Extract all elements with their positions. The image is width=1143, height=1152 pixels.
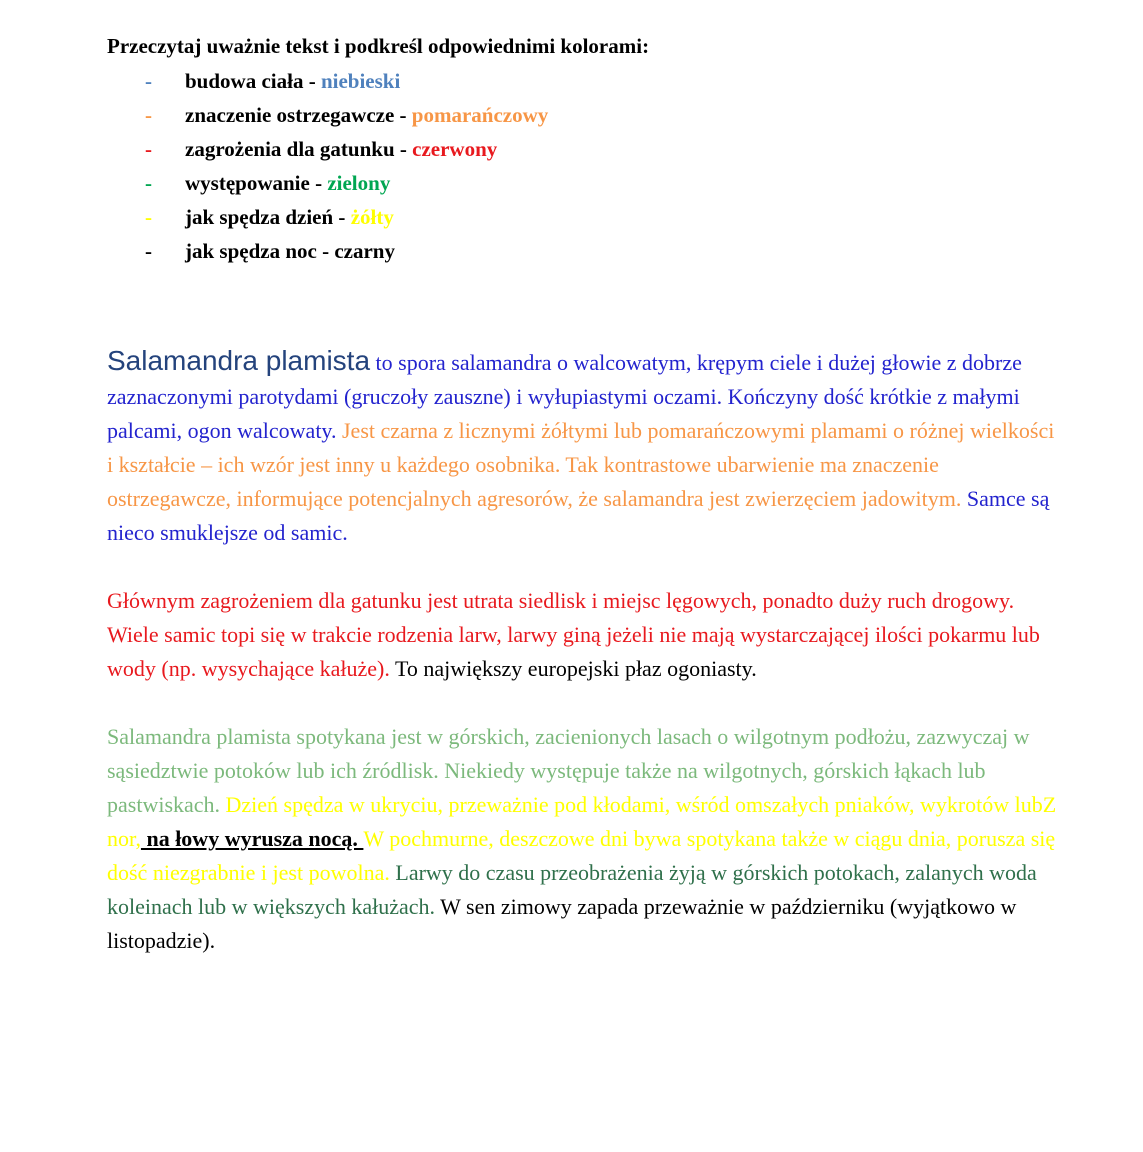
- legend-topic-label: budowa ciała -: [185, 69, 321, 93]
- legend-item: [107, 64, 1063, 98]
- legend-color-word: czarny: [334, 239, 395, 263]
- legend-item: [107, 166, 1063, 200]
- legend-dash: -: [145, 171, 152, 195]
- text-segment: W pochmurne, deszczowe dni bywa spotykana także w ciągu dnia, porusza się dość niezgrabnie i jest powolna.: [107, 826, 1056, 885]
- legend-dash: -: [145, 69, 152, 93]
- legend-item: [107, 200, 1063, 234]
- paragraph-threats: [107, 584, 1063, 686]
- text-segment: Samce są nieco smuklejsze od samic.: [107, 486, 1050, 545]
- text-segment: Larwy do czasu przeobrażenia żyją w górskich potokach, zalanych woda koleinach lub w większych kałużach.: [107, 860, 1037, 919]
- text-segment: To największy europejski płaz ogoniasty.: [394, 656, 757, 681]
- legend-item: [107, 98, 1063, 132]
- legend-item: [107, 234, 1063, 268]
- legend-color-word: żółty: [350, 205, 394, 229]
- color-legend: [107, 64, 1063, 268]
- text-segment: Głównym zagrożeniem dla gatunku jest utrata siedlisk i miejsc lęgowych, ponadto duży ruch drogowy. Wiele samic topi się w trakcie rodzenia larw, larwy giną jeżeli nie mają wystarczającej ilości pokarmu lub wody (np. wysychające kałuże).: [107, 588, 1040, 681]
- legend-topic-label: występowanie -: [185, 171, 328, 195]
- text-segment: Dzień spędza w ukryciu, przeważnie pod kłodami, wśród omszałych pniaków, wykrotów lubZ nor,: [107, 792, 1057, 851]
- legend-color-word: pomarańczowy: [411, 103, 549, 127]
- legend-color-word: niebieski: [320, 69, 401, 93]
- legend-topic-label: zagrożenia dla gatunku -: [185, 137, 413, 161]
- article: [107, 344, 1063, 958]
- legend-dash: -: [145, 137, 152, 161]
- legend-color-word: zielony: [327, 171, 391, 195]
- paragraph-habitat: [107, 720, 1063, 958]
- text-segment: W sen zimowy zapada przeważnie w październiku (wyjątkowo w listopadzie).: [107, 894, 1017, 953]
- article-title: Salamandra plamista: [107, 345, 371, 376]
- text-segment: to spora salamandra o walcowatym, krępym ciele i dużej głowie z dobrze zaznaczonymi parotydami (gruczoły zauszne) i wyłupiastymi oczami. Kończyny dość krótkie z małymi palcami, ogon walcowaty.: [107, 350, 1022, 443]
- legend-dash: -: [145, 103, 152, 127]
- text-segment: Salamandra plamista spotykana jest w górskich, zacienionych lasach o wilgotnym podłożu, zazwyczaj w sąsiedztwie potoków lub ich źródlisk. Niekiedy występuje także na wilgotnych, górskich łąkach lub pastwiskach.: [107, 724, 1030, 817]
- legend-dash: -: [145, 205, 152, 229]
- text-segment: Jest czarna z licznymi żółtymi lub pomarańczowymi plamami o różnej wielkości i kształcie – ich wzór jest inny u każdego osobnika. Tak kontrastowe ubarwienie ma znaczenie ostrzegawcze, informujące potencjalnych agresorów, że salamandra jest zwierzęciem jadowitym.: [107, 418, 1055, 511]
- legend-topic-label: znaczenie ostrzegawcze -: [185, 103, 412, 127]
- legend-topic-label: jak spędza noc -: [185, 239, 335, 263]
- legend-topic-label: jak spędza dzień -: [185, 205, 351, 229]
- legend-color-word: czerwony: [412, 137, 498, 161]
- legend-dash: -: [145, 239, 152, 263]
- text-segment: na łowy wyrusza nocą.: [140, 826, 364, 851]
- instruction-heading: Przeczytaj uważnie tekst i podkreśl odpowiednimi kolorami:: [107, 34, 650, 58]
- legend-item: [107, 132, 1063, 166]
- paragraph-description: [107, 344, 1063, 550]
